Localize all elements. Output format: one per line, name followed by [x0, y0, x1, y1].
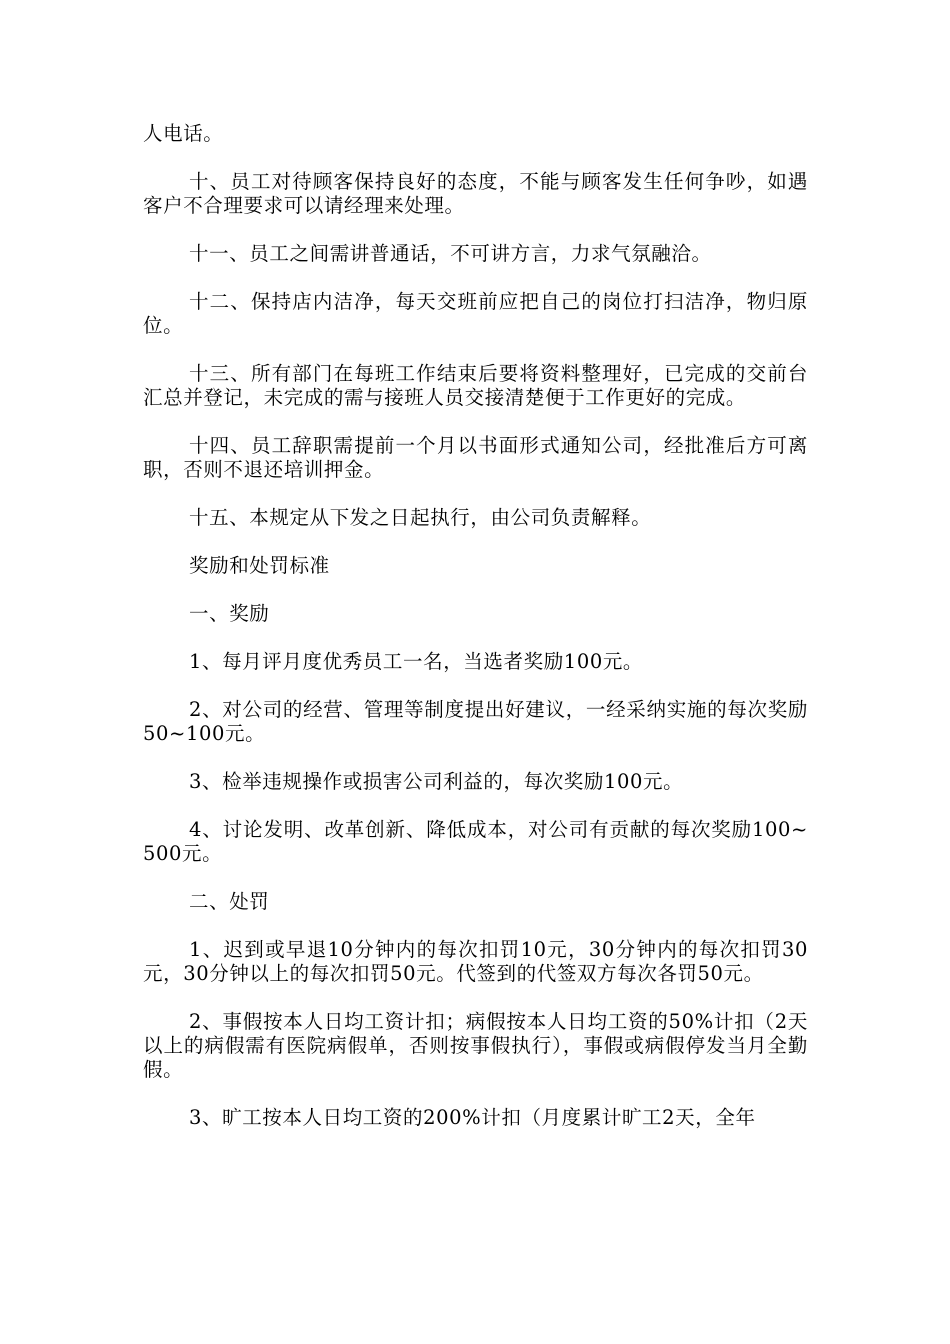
penalty-item-2: 2、事假按本人日均工资计扣；病假按本人日均工资的50%计扣（2天以上的病假需有医院病假单，否则按事假执行），事假或病假停发当月全勤假。 [143, 1010, 808, 1081]
reward-item-3: 3、检举违规操作或损害公司利益的，每次奖励100元。 [189, 770, 684, 793]
section-heading-rewards-penalties: 奖励和处罚标准 [189, 554, 330, 577]
paragraph-rule-14: 十四、员工辞职需提前一个月以书面形式通知公司，经批准后方可离职，否则不退还培训押金。 [143, 434, 808, 481]
reward-item-4: 4、讨论发明、改革创新、降低成本，对公司有贡献的每次奖励100~500元。 [143, 818, 808, 865]
reward-item-1: 1、每月评月度优秀员工一名，当选者奖励100元。 [189, 650, 644, 673]
subheading-penalties: 二、处罚 [189, 890, 270, 913]
penalty-item-1: 1、迟到或早退10分钟内的每次扣罚10元，30分钟内的每次扣罚30元，30分钟以上的每次扣罚50元。代签到的代签双方每次各罚50元。 [143, 938, 808, 985]
subheading-rewards: 一、奖励 [189, 602, 270, 625]
document-body [143, 122, 808, 1154]
paragraph-rule-12: 十二、保持店内洁净，每天交班前应把自己的岗位打扫洁净，物归原位。 [143, 290, 808, 337]
reward-item-2: 2、对公司的经营、管理等制度提出好建议，一经采纳实施的每次奖励50~100元。 [143, 698, 808, 745]
paragraph-rule-10: 十、员工对待顾客保持良好的态度，不能与顾客发生任何争吵，如遇客户不合理要求可以请经理来处理。 [143, 170, 808, 217]
paragraph-rule-11: 十一、员工之间需讲普通话，不可讲方言，力求气氛融洽。 [189, 242, 712, 265]
penalty-item-3: 3、旷工按本人日均工资的200%计扣（月度累计旷工2天，全年 [189, 1106, 756, 1129]
paragraph-continuation: 人电话。 [143, 122, 224, 145]
paragraph-rule-15: 十五、本规定从下发之日起执行，由公司负责解释。 [189, 506, 652, 529]
paragraph-rule-13: 十三、所有部门在每班工作结束后要将资料整理好，已完成的交前台汇总并登记，未完成的需与接班人员交接清楚便于工作更好的完成。 [143, 362, 808, 409]
